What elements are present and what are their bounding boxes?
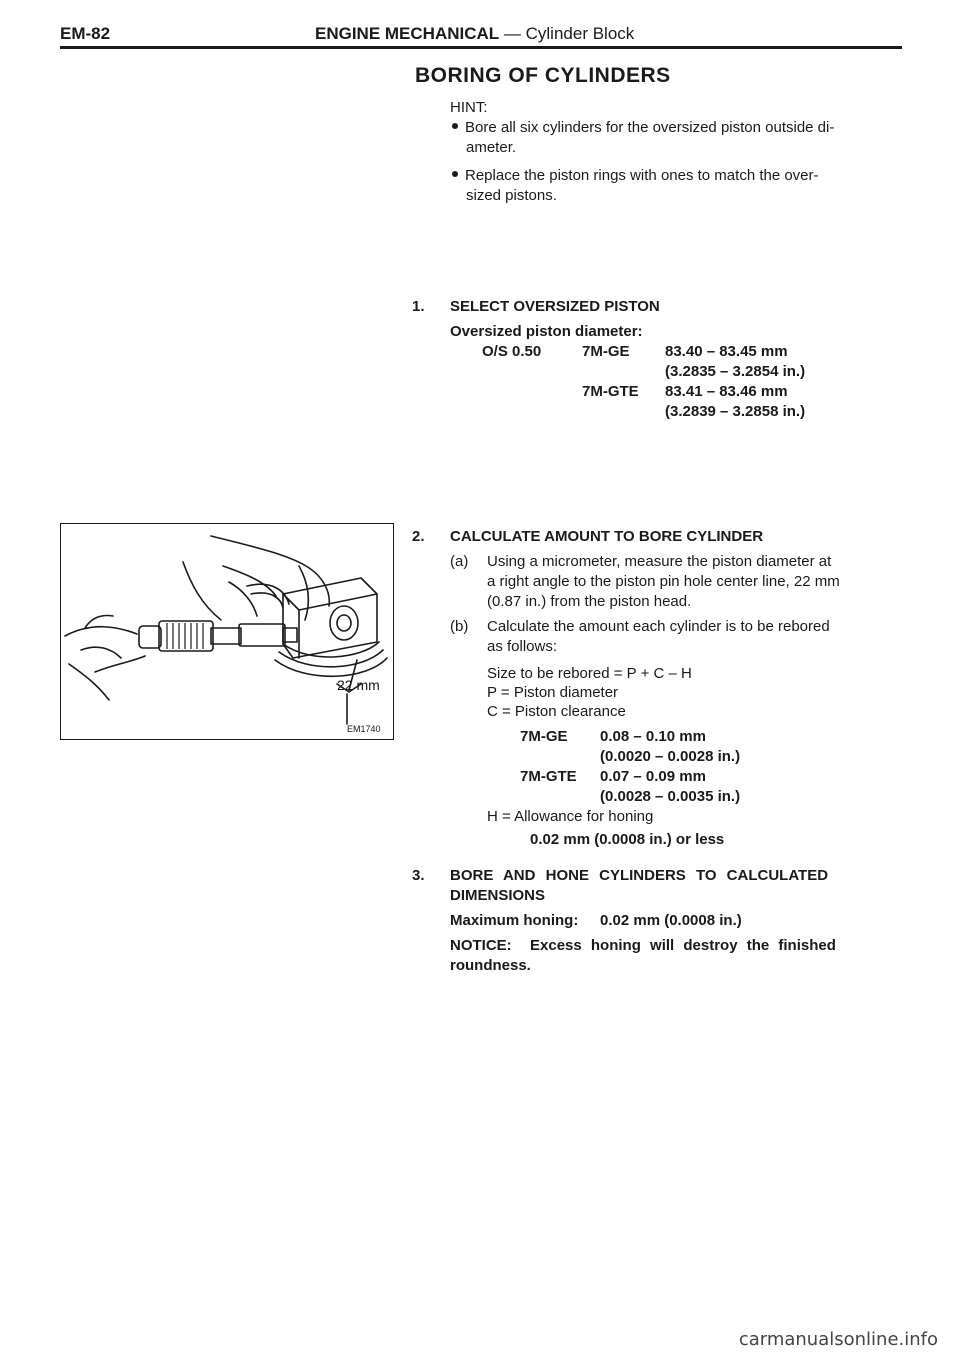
watermark: carmanualsonline.info [738,1329,938,1350]
bullet-icon [452,171,458,177]
hint-item: Replace the piston rings with ones to match the over- [452,166,819,186]
spec-inch: (3.2835 – 3.2854 in.) [665,363,806,380]
formula: Size to be rebored = P + C – H [487,665,692,682]
hint-item-cont: ameter. [466,139,517,156]
spec-mm: 83.41 – 83.46 mm [665,383,788,400]
step-number: 3. [412,867,425,884]
micrometer-figure [60,523,394,740]
hint-item: Bore all six cylinders for the oversized piston outside di- [452,118,834,138]
figure-code: EM1740 [347,724,381,734]
micrometer-illustration [61,524,393,739]
notice-text-cont: roundness. [450,957,531,974]
definition-c: C = Piston clearance [487,703,626,720]
substep-text: (0.87 in.) from the piston head. [487,593,692,610]
notice-label: NOTICE: [450,937,512,954]
substep-text: as follows: [487,638,558,655]
page-code: EM-82 [60,24,111,43]
model-label: 7M-GTE [582,383,639,400]
header-chapter: ENGINE MECHANICAL [315,24,500,43]
spec-inch: (0.0028 – 0.0035 in.) [600,788,741,805]
spec-inch: (0.0020 – 0.0028 in.) [600,748,741,765]
spec-mm: 83.40 – 83.45 mm [665,343,788,360]
substep-label: (b) [450,618,469,635]
spec-mm: 0.08 – 0.10 mm [600,728,706,745]
hint-label: HINT: [450,99,488,116]
substep-text: Calculate the amount each cylinder is to be rebored [487,618,830,635]
definition-h: H = Allowance for honing [487,808,654,825]
notice-text: Excess honing will destroy the finished [530,937,836,954]
dimension-label: 22 mm [337,677,380,693]
bullet-icon [452,123,458,129]
step2-title: CALCULATE AMOUNT TO BORE CYLINDER [450,528,764,545]
model-label: 7M-GE [582,343,630,360]
spec-inch: (3.2839 – 3.2858 in.) [665,403,806,420]
model-label: 7M-GE [520,728,568,745]
step1-label: Oversized piston diameter: [450,323,643,340]
oversize-label: O/S 0.50 [482,343,542,360]
header-subsection: — Cylinder Block [499,24,635,43]
definition-p: P = Piston diameter [487,684,619,701]
honing-allowance: 0.02 mm (0.0008 in.) or less [530,831,725,848]
page-header-title [315,24,634,44]
max-honing-value: 0.02 mm (0.0008 in.) [600,912,742,929]
section-title: BORING OF CYLINDERS [415,64,671,87]
step-number: 1. [412,298,425,315]
substep-label: (a) [450,553,469,570]
model-label: 7M-GTE [520,768,577,785]
max-honing-label: Maximum honing: [450,912,579,929]
substep-text: Using a micrometer, measure the piston diameter at [487,553,832,570]
header-rule [60,46,902,49]
step1-title: SELECT OVERSIZED PISTON [450,298,660,315]
hint-item-cont: sized pistons. [466,187,557,204]
step-number: 2. [412,528,425,545]
substep-text: a right angle to the piston pin hole center line, 22 mm [487,573,840,590]
step3-title: BORE AND HONE CYLINDERS TO CALCULATED [450,867,829,884]
step3-title-cont: DIMENSIONS [450,887,546,904]
spec-mm: 0.07 – 0.09 mm [600,768,706,785]
